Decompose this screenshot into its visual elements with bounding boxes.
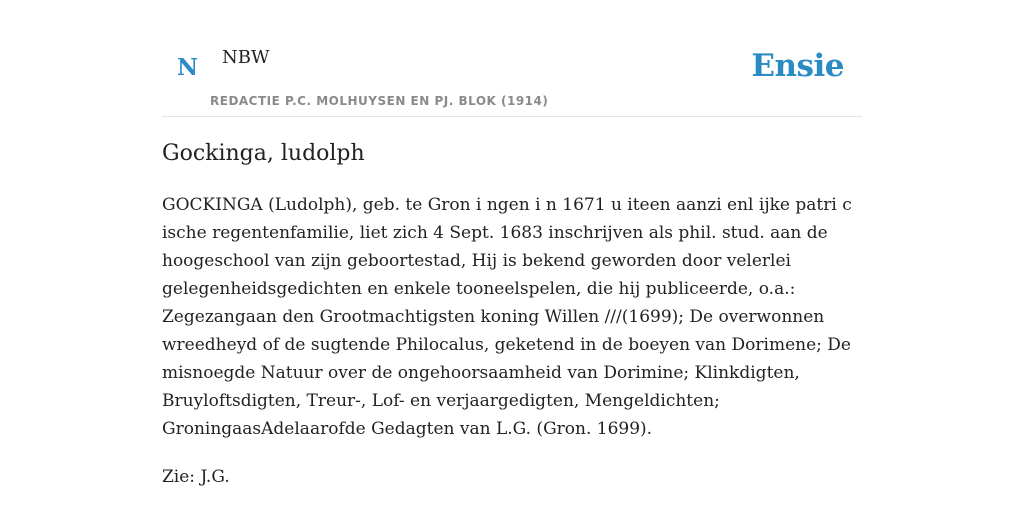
source-subtitle: REDACTIE P.C. MOLHUYSEN EN PJ. BLOK (1914) [210,94,549,108]
article-title: Gockinga, ludolph [162,141,365,166]
article [162,140,862,491]
source-title[interactable]: NBW [222,47,270,68]
source-header [162,0,862,117]
article-body: GOCKINGA (Ludolph), geb. te Gron i ngen i n 1671 u iteen aanzi enl ijke patri c ische regentenfamilie, liet zich 4 Sept. 1683 inschrijven als phil. stud. aan de hoogeschool van zijn geboortestad, Hij is bekend geworden door velerlei gelegenheidsgedichten en enkele tooneelspelen, die hij publiceerde, o.a.: Zegezangaan den Grootmachtigsten koning Willen ///(1699); De overwonnen wreedheyd of de sugtende Philocalus, geketend in de boeyen van Dorimene; De misnoegde Natuur over de ongehoorsaamheid van Dorimine; Klinkdigten, Bruyloftsdigten, Treur-, Lof- en verjaargedigten, Mengeldichten; GroningaasAdelaarofde Gedagten van L.G. (Gron. 1699). [162,194,852,439]
ensie-logo-link[interactable]: Ensie [751,48,844,84]
source-logo-letter[interactable]: N [177,54,199,81]
article-reference: Zie: J.G. [162,466,230,487]
